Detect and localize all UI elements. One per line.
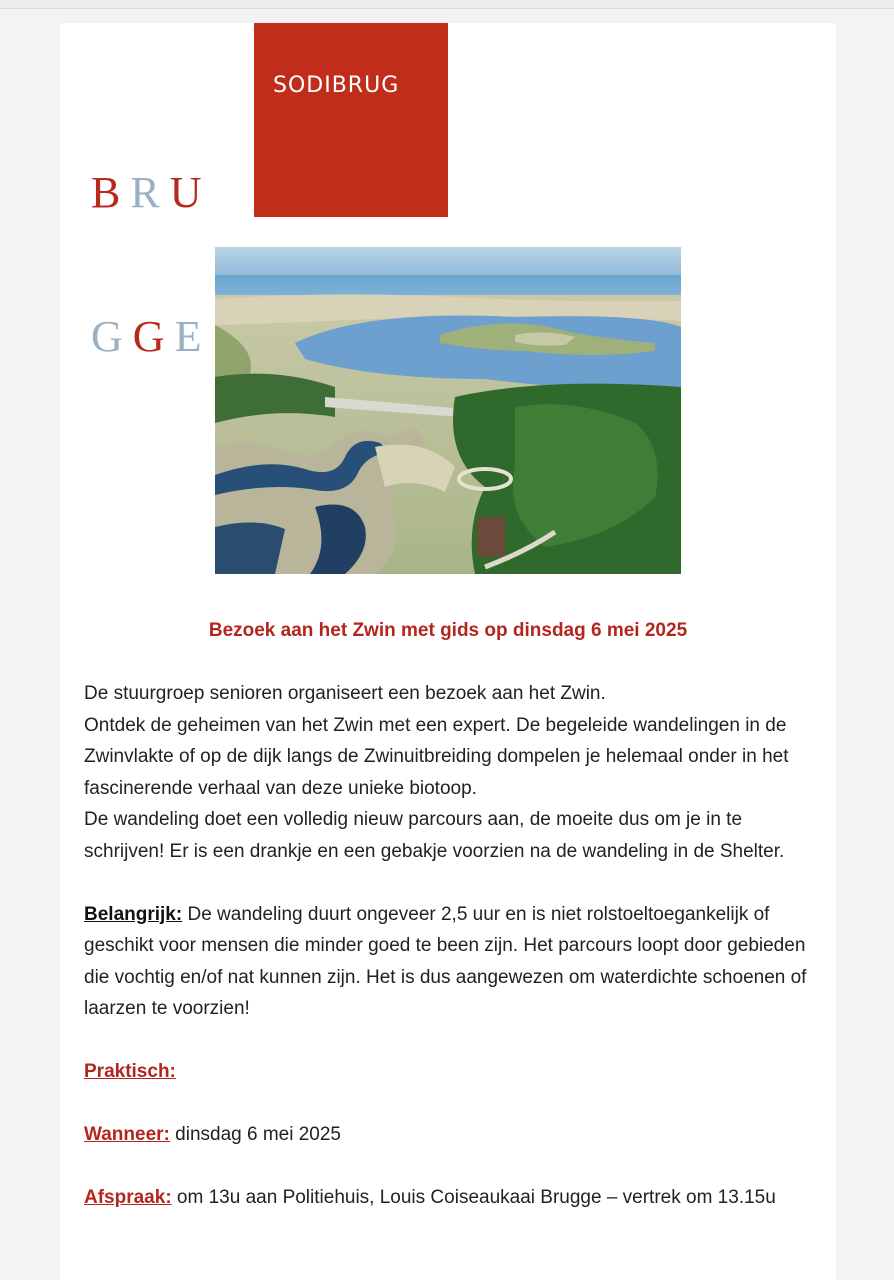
logo-letter: B: [91, 168, 131, 217]
important-paragraph: [84, 899, 814, 1025]
meeting-line: [84, 1182, 814, 1214]
meeting-label: Afspraak:: [84, 1187, 172, 1208]
brand-name: SODIBRUG: [273, 73, 400, 98]
practical-label: Praktisch:: [84, 1061, 176, 1082]
hero-image: [215, 247, 681, 574]
spacer: [84, 1088, 814, 1120]
spacer: [84, 1025, 814, 1057]
logo-letter: G: [91, 312, 133, 361]
important-label: Belangrijk:: [84, 903, 183, 925]
intro-paragraph: De wandeling doet een volledig nieuw parcours aan, de moeite dus om je in te schrijven! Er is een drankje en een gebakje voorzien na de wandeling in de Shelter.: [84, 809, 785, 862]
logo-letter: R: [130, 168, 170, 217]
top-edge: [0, 0, 894, 9]
when-label: Wanneer:: [84, 1124, 170, 1145]
when-line: [84, 1119, 814, 1151]
intro-line: De stuurgroep senioren organiseert een bezoek aan het Zwin.: [84, 683, 606, 704]
logo-row-1: [91, 169, 231, 217]
when-value: dinsdag 6 mei 2025: [169, 1124, 341, 1145]
important-text: De wandeling duurt ongeveer 2,5 uur en is niet rolstoeltoegankelijk of geschikt voor mensen die minder goed te been zijn. Het parcours loopt door gebieden die vochtig en/of nat kunnen zijn. Het is dus aangewezen om waterdichte schoenen of laarzen te voorzien!: [84, 903, 807, 1019]
spacer: [84, 1151, 814, 1183]
practical-heading: [84, 1056, 814, 1088]
logo-letter: U: [169, 168, 212, 217]
logo-letter: E: [174, 312, 212, 361]
logo-row-2: [91, 313, 231, 361]
event-title: Bezoek aan het Zwin met gids op dinsdag 6 mei 2025: [208, 620, 688, 641]
meeting-value: om 13u aan Politiehuis, Louis Coiseaukaai Brugge – vertrek om 13.15u: [171, 1187, 776, 1208]
aerial-landscape-photo: [215, 247, 681, 574]
intro-paragraph: Ontdek de geheimen van het Zwin met een expert. De begeleide wandelingen in de Zwinvlakte of op de dijk langs de Zwinuitbreiding dompelen je helemaal onder in het fascinerende verhaal van deze unieke biotoop.: [84, 714, 789, 799]
email-card: [60, 23, 836, 1280]
logo-letter: G: [132, 312, 175, 361]
spacer: [84, 867, 814, 899]
brugge-logo: [91, 73, 231, 457]
sodibrug-brand-block: [254, 23, 448, 217]
email-body: [84, 678, 814, 1214]
